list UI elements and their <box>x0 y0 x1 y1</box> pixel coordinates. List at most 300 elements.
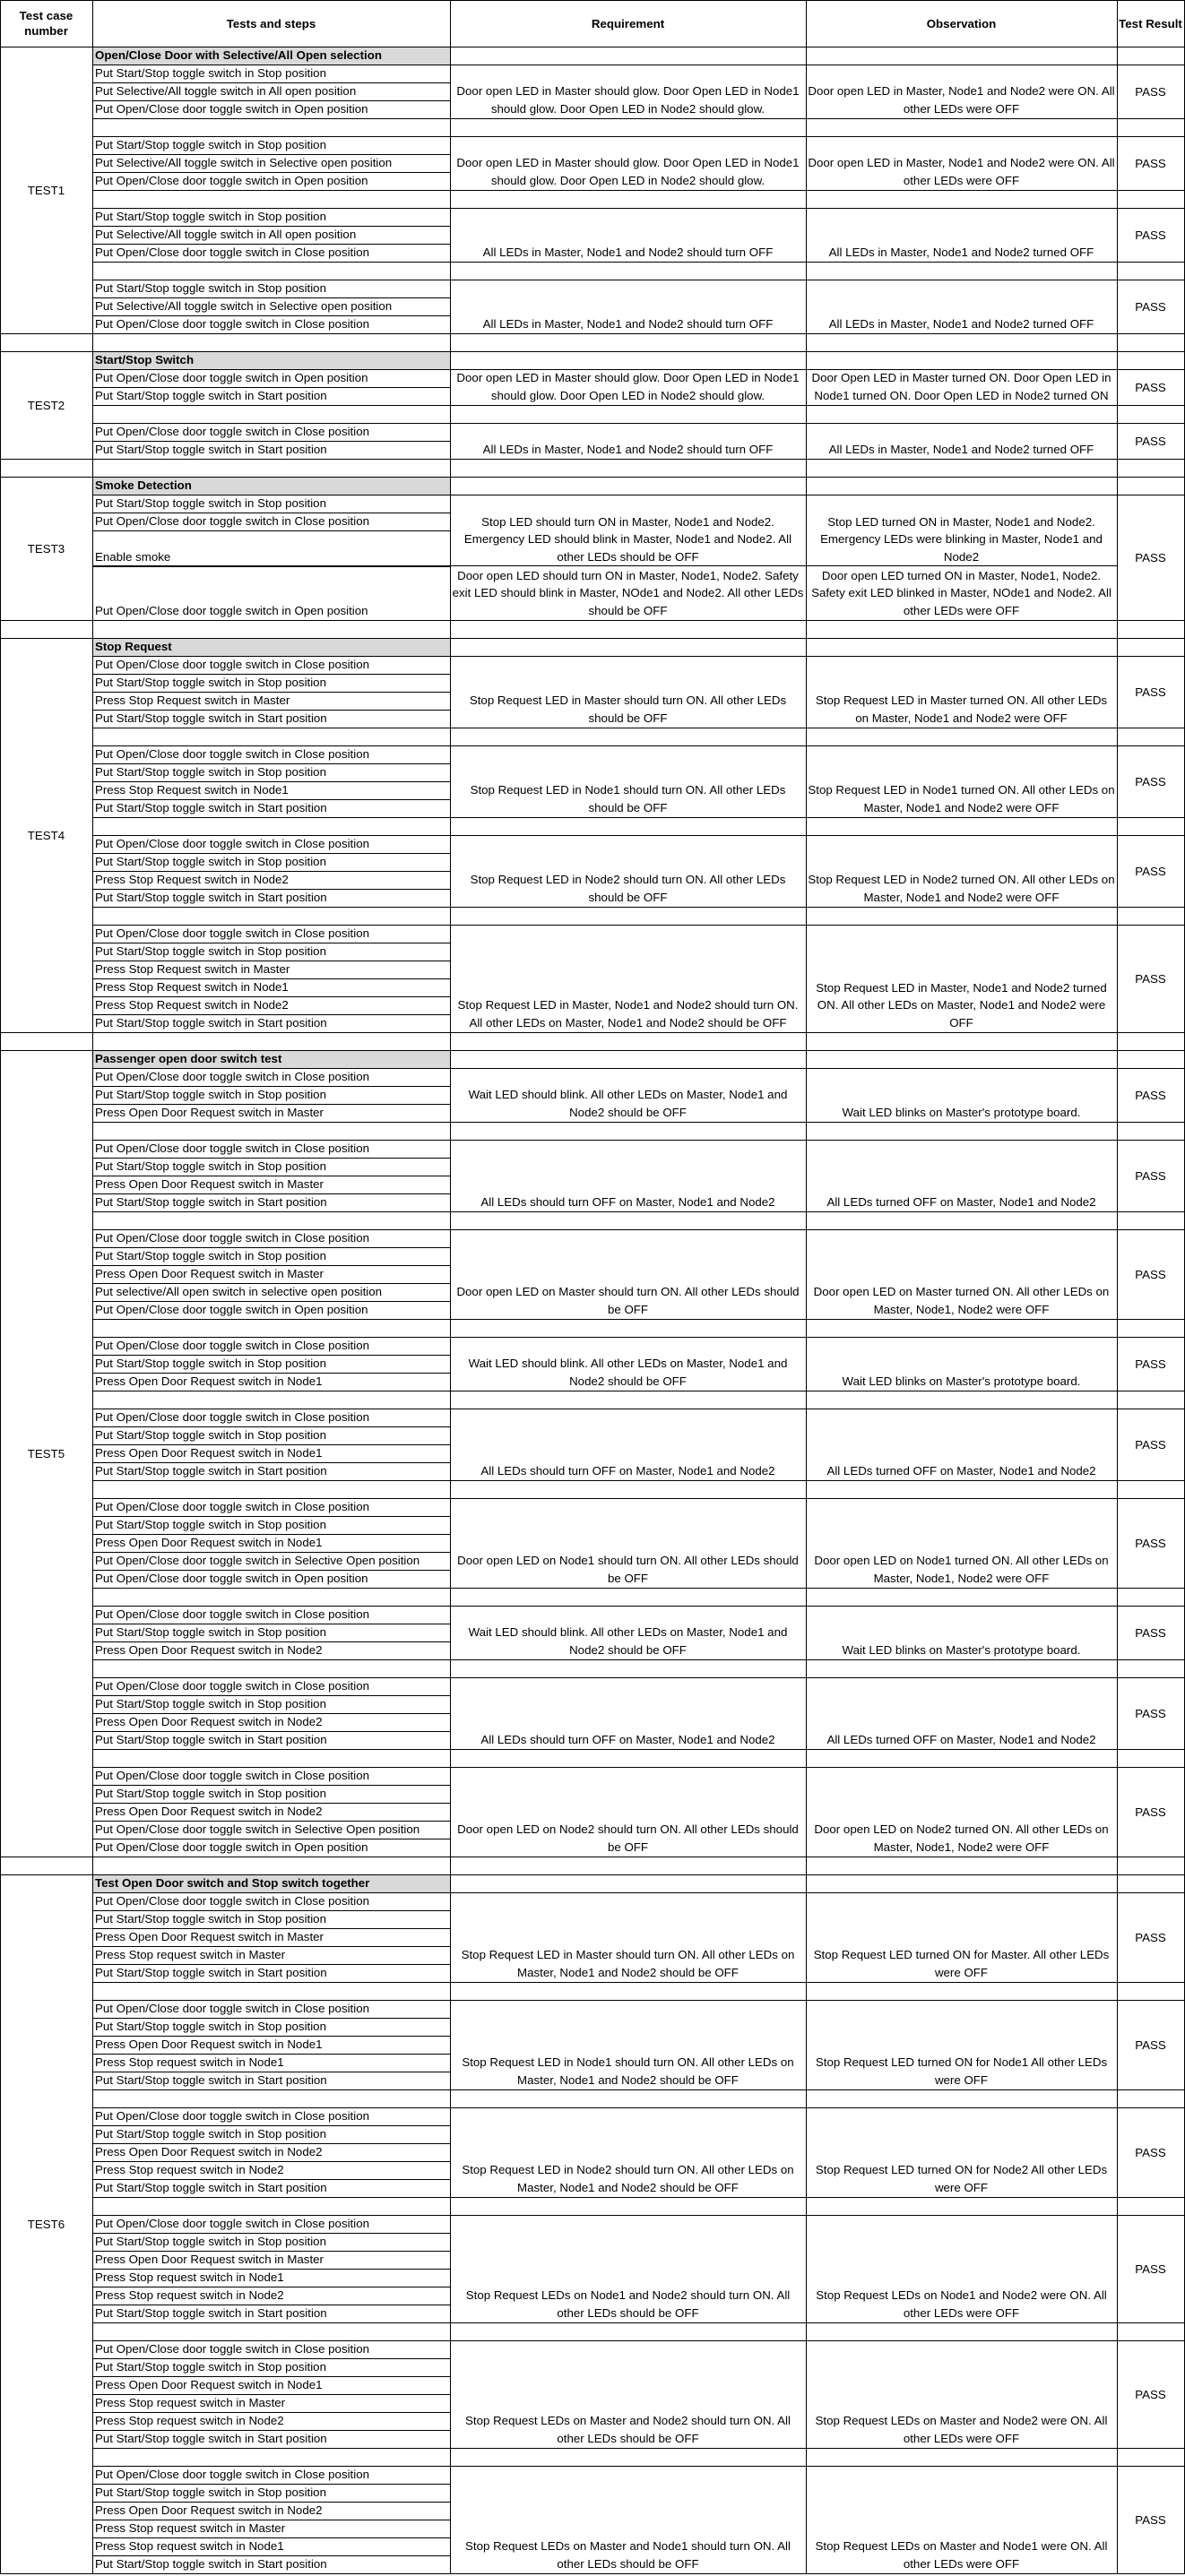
grid-line <box>92 1050 93 1857</box>
column-header-steps: Tests and steps <box>226 16 316 30</box>
grid-line <box>92 1516 450 1517</box>
step-text: Press Open Door Request switch in Node1 <box>95 2378 323 2391</box>
grid-line <box>450 333 451 351</box>
step-text: Put Open/Close door toggle switch in Close position <box>95 837 369 850</box>
grid-line <box>0 0 1 47</box>
observation-text: Door open LED in Master, Node1 and Node2 were ON. All other LEDs were OFF <box>808 156 1115 187</box>
requirement-text: All LEDs in Master, Node1 and Node2 should turn OFF <box>482 442 774 456</box>
grid-line <box>92 710 450 711</box>
step-text: Press Open Door Request switch in Node2 <box>95 1715 323 1728</box>
step-text: Put Start/Stop toggle switch in Stop position <box>95 210 326 223</box>
grid-line <box>92 2484 450 2485</box>
grid-line <box>92 100 450 101</box>
step-text: Put Open/Close door toggle switch in Selective Open position <box>95 1554 420 1567</box>
grid-line <box>92 136 1184 137</box>
grid-line <box>450 351 451 459</box>
grid-line <box>92 2269 450 2270</box>
grid-line <box>92 1480 1184 1481</box>
grid-line <box>92 2089 1184 2090</box>
requirement-text: Stop Request LED in Master should turn ON. All other LEDs should be OFF <box>469 694 787 725</box>
grid-line <box>92 1534 450 1535</box>
grid-line <box>1117 351 1118 459</box>
step-text: Put Open/Close door toggle switch in Close position <box>95 1607 369 1621</box>
grid-line <box>806 620 807 638</box>
grid-line <box>0 459 1 477</box>
grid-line <box>92 638 93 1032</box>
step-text: Put Open/Close door toggle switch in Close position <box>95 2217 369 2230</box>
grid-line <box>450 1874 451 2573</box>
step-text: Put Open/Close door toggle switch in Close position <box>95 1231 369 1245</box>
grid-line <box>92 2430 450 2431</box>
step-text: Put Start/Stop toggle switch in Start position <box>95 1195 327 1209</box>
grid-line <box>92 565 1117 566</box>
grid-line <box>450 1857 451 1874</box>
grid-line <box>92 674 450 675</box>
step-text: Put Open/Close door toggle switch in Close position <box>95 1410 369 1424</box>
grid-line <box>92 2251 450 2252</box>
step-text: Press Stop request switch in Node1 <box>95 2055 284 2069</box>
step-text: Put Open/Close door toggle switch in Close position <box>95 514 369 528</box>
result-badge: PASS <box>1135 1536 1166 1550</box>
grid-line <box>92 387 450 388</box>
step-text: Put Start/Stop toggle switch in Start position <box>95 2073 327 2087</box>
grid-line <box>92 781 450 782</box>
grid-line <box>92 297 450 298</box>
grid-line <box>0 351 1185 352</box>
step-text: Put Open/Close door toggle switch in Close position <box>95 1070 369 1083</box>
grid-line <box>1117 0 1118 47</box>
grid-line <box>0 477 1 620</box>
observation-text: Stop Request LED in Master, Node1 and Node2 turned ON. All other LEDs on Master, Node1 and Node2 were OFF <box>816 980 1107 1030</box>
grid-line <box>450 0 451 47</box>
result-badge: PASS <box>1135 1930 1166 1944</box>
grid-line <box>1117 620 1118 638</box>
grid-line <box>92 978 450 979</box>
grid-line <box>0 1050 1 1857</box>
step-text: Put Start/Stop toggle switch in Stop position <box>95 2020 326 2033</box>
grid-line <box>92 2394 450 2395</box>
requirement-text: Stop Request LEDs on Master and Node2 should turn ON. All other LEDs should be OFF <box>465 2414 791 2445</box>
step-text: Put Start/Stop toggle switch in Start position <box>95 2306 327 2320</box>
grid-line <box>92 1211 1184 1212</box>
grid-line <box>92 2143 450 2144</box>
section-title: Start/Stop Switch <box>92 351 450 369</box>
grid-line <box>92 423 1184 424</box>
step-text: Put Open/Close door toggle switch in Selective Open position <box>95 1822 420 1836</box>
grid-line <box>92 2000 1184 2001</box>
observation-text: All LEDs in Master, Node1 and Node2 turned OFF <box>828 442 1094 456</box>
requirement-text: Wait LED should blink. All other LEDs on Master, Node1 and Node2 should be OFF <box>468 1357 788 1388</box>
step-text: Put Start/Stop toggle switch in Stop position <box>95 1428 326 1442</box>
grid-line <box>92 1874 93 2573</box>
test-case-number: TEST5 <box>27 1446 65 1460</box>
step-text: Put Open/Close door toggle switch in Close position <box>95 2468 369 2481</box>
grid-line <box>92 1964 450 1965</box>
grid-line <box>0 1857 1 1874</box>
grid-line <box>450 477 451 620</box>
step-text: Put Start/Stop toggle switch in Stop position <box>95 1518 326 1531</box>
step-text: Press Open Door Request switch in Node1 <box>95 2038 323 2051</box>
grid-line <box>450 638 451 1032</box>
result-badge: PASS <box>1135 1357 1166 1371</box>
grid-line <box>92 1552 450 1553</box>
grid-line <box>92 1337 1184 1338</box>
observation-text: All LEDs in Master, Node1 and Node2 turned OFF <box>828 316 1094 331</box>
step-text: Press Open Door Request switch in Node2 <box>95 1805 323 1818</box>
observation-text: Wait LED blinks on Master's prototype board. <box>842 1374 1081 1388</box>
observation-text: All LEDs turned OFF on Master, Node1 and Node2 <box>826 1194 1096 1209</box>
requirement-text: Door open LED on Node1 should turn ON. All other LEDs should be OFF <box>457 1554 799 1585</box>
step-text: Press Stop request switch in Node1 <box>95 2270 284 2284</box>
step-text: Put Open/Close door toggle switch in Close position <box>95 425 369 438</box>
grid-line <box>92 799 450 800</box>
grid-line <box>92 1695 450 1696</box>
grid-line <box>1117 333 1118 351</box>
step-text: Put Open/Close door toggle switch in Open position <box>95 604 368 617</box>
step-text: Put Open/Close door toggle switch in Close position <box>95 1894 369 1908</box>
grid-line <box>1117 1857 1118 1874</box>
grid-line <box>92 835 1184 836</box>
requirement-text: Door open LED should turn ON in Master, Node1, Node2. Safety exit LED should blink in Master, NOde1 and Node2. All other LEDs should be OFF <box>452 568 804 617</box>
result-badge: PASS <box>1135 2262 1166 2276</box>
result-badge: PASS <box>1135 228 1166 242</box>
requirement-text: Stop LED should turn ON in Master, Node1 and Node2. Emergency LED should blink in Master, Node1 and Node2. All other LEDs should be OFF <box>463 514 792 564</box>
step-text: Put Open/Close door toggle switch in Open position <box>95 1572 368 1585</box>
step-text: Put Start/Stop toggle switch in Stop position <box>95 1912 326 1926</box>
grid-line <box>806 1050 807 1857</box>
step-text: Put Start/Stop toggle switch in Stop position <box>95 855 326 868</box>
requirement-text: All LEDs in Master, Node1 and Node2 should turn OFF <box>482 316 774 331</box>
result-badge: PASS <box>1135 1088 1166 1102</box>
step-text: Put Start/Stop toggle switch in Stop position <box>95 765 326 779</box>
grid-line <box>92 1193 450 1194</box>
step-text: Put Start/Stop toggle switch in Start position <box>95 2432 327 2445</box>
step-text: Put Start/Stop toggle switch in Stop position <box>95 1787 326 1800</box>
grid-line <box>92 2036 450 2037</box>
grid-line <box>92 2466 1184 2467</box>
step-text: Put Start/Stop toggle switch in Start position <box>95 443 327 456</box>
grid-line <box>0 1874 1185 1875</box>
grid-line <box>92 1247 450 1248</box>
grid-line <box>1117 1874 1118 2573</box>
result-badge: PASS <box>1135 685 1166 699</box>
grid-line <box>92 1946 450 1947</box>
section-title: Open/Close Door with Selective/All Open selection <box>92 47 450 65</box>
grid-line <box>92 817 1184 818</box>
step-text: Put Open/Close door toggle switch in Open position <box>95 174 368 187</box>
grid-line <box>0 0 1185 1</box>
grid-line <box>450 47 451 333</box>
observation-text: Door open LED on Node1 turned ON. All other LEDs on Master, Node1, Node2 were OFF <box>814 1554 1109 1585</box>
grid-line <box>92 1910 450 1911</box>
grid-line <box>92 2448 1184 2449</box>
result-badge: PASS <box>1135 156 1166 170</box>
grid-line <box>92 1283 450 1284</box>
grid-line <box>92 1857 93 1874</box>
observation-text: All LEDs turned OFF on Master, Node1 and Node2 <box>826 1463 1096 1478</box>
step-text: Put Open/Close door toggle switch in Close position <box>95 658 369 671</box>
step-text: Press Open Door Request switch in Node2 <box>95 1643 323 1657</box>
grid-line <box>1117 47 1118 333</box>
grid-line <box>92 226 450 227</box>
section-title: Smoke Detection <box>92 477 450 495</box>
step-text: Press Stop request switch in Master <box>95 1948 286 1961</box>
grid-line <box>92 1570 450 1571</box>
step-text: Put Start/Stop toggle switch in Start position <box>95 1966 327 1979</box>
grid-line <box>92 1659 1184 1660</box>
requirement-text: Wait LED should blink. All other LEDs on Master, Node1 and Node2 should be OFF <box>468 1088 788 1119</box>
result-badge: PASS <box>1135 550 1166 564</box>
step-text: Put Start/Stop toggle switch in Start position <box>95 389 327 402</box>
grid-line <box>92 871 450 872</box>
grid-line <box>450 620 451 638</box>
grid-line <box>92 907 1184 908</box>
step-text: Put Start/Stop toggle switch in Start position <box>95 1733 327 1746</box>
step-text: Press Open Door Request switch in Node1 <box>95 1374 323 1388</box>
step-text: Press Open Door Request switch in Node1 <box>95 1446 323 1460</box>
section-title: Test Open Door switch and Stop switch together <box>92 1874 450 1892</box>
grid-line <box>92 1821 450 1822</box>
grid-line <box>92 1355 450 1356</box>
step-text: Press Stop Request switch in Node2 <box>95 998 289 1012</box>
result-badge: PASS <box>1135 1805 1166 1819</box>
requirement-text: All LEDs should turn OFF on Master, Node1 and Node2 <box>480 1463 775 1478</box>
grid-line <box>92 1426 450 1427</box>
column-header-observation: Observation <box>926 16 997 30</box>
grid-line <box>806 1857 807 1874</box>
step-text: Press Stop Request switch in Node1 <box>95 783 289 797</box>
step-text: Put Start/Stop toggle switch in Stop position <box>95 1249 326 1262</box>
grid-line <box>92 118 1184 119</box>
grid-line <box>92 244 450 245</box>
observation-text: All LEDs turned OFF on Master, Node1 and Node2 <box>826 1732 1096 1746</box>
grid-line <box>92 1498 1184 1499</box>
grid-line <box>92 2376 450 2377</box>
grid-line <box>92 1731 450 1732</box>
grid-line <box>92 620 93 638</box>
test-case-number: TEST6 <box>27 2217 65 2231</box>
step-text: Put Selective/All toggle switch in All open position <box>95 228 357 241</box>
result-badge: PASS <box>1135 2145 1166 2159</box>
grid-line <box>92 1104 450 1105</box>
test-case-number: TEST2 <box>27 398 65 412</box>
grid-line <box>806 1874 807 2573</box>
step-text: Press Open Door Request switch in Node2 <box>95 2145 323 2158</box>
step-text: Put Start/Stop toggle switch in Stop position <box>95 1625 326 1639</box>
step-text: Put Open/Close door toggle switch in Close position <box>95 246 369 259</box>
grid-line <box>0 47 1 333</box>
grid-line <box>92 154 450 155</box>
step-text: Put Start/Stop toggle switch in Stop position <box>95 2360 326 2374</box>
step-text: Press Stop request switch in Node2 <box>95 2414 284 2427</box>
grid-line <box>92 925 1184 926</box>
requirement-text: Stop Request LED in Master, Node1 and Node2 should turn ON. All other LEDs on Master, Node1 and Node2 should be OFF <box>457 998 799 1030</box>
observation-text: Stop Request LEDs on Master and Node2 were ON. All other LEDs were OFF <box>815 2414 1108 2445</box>
grid-line <box>92 1301 450 1302</box>
result-badge: PASS <box>1135 971 1166 986</box>
grid-line <box>92 190 1184 191</box>
grid-line <box>92 1641 450 1642</box>
grid-line <box>92 692 450 693</box>
requirement-text: Door open LED on Master should turn ON. All other LEDs should be OFF <box>456 1285 800 1316</box>
observation-text: Wait LED blinks on Master's prototype board. <box>842 1642 1081 1657</box>
step-text: Put Start/Stop toggle switch in Start position <box>95 2557 327 2571</box>
grid-line <box>0 1050 1185 1051</box>
grid-line <box>1117 1032 1118 1050</box>
grid-line <box>0 620 1 638</box>
step-text: Press Open Door Request switch in Master <box>95 1177 324 1191</box>
result-badge: PASS <box>1135 434 1166 448</box>
result-badge: PASS <box>1135 2387 1166 2401</box>
grid-line <box>92 459 93 477</box>
observation-text: Stop Request LED turned ON for Node1 All other LEDs were OFF <box>815 2055 1108 2087</box>
grid-line <box>0 620 1185 621</box>
step-text: Put Start/Stop toggle switch in Stop position <box>95 496 326 510</box>
step-text: Put Selective/All toggle switch in All open position <box>95 84 357 98</box>
step-text: Put Start/Stop toggle switch in Stop position <box>95 138 326 151</box>
grid-line <box>92 1588 1184 1589</box>
step-text: Put Start/Stop toggle switch in Start position <box>95 1464 327 1478</box>
grid-line <box>92 2412 450 2413</box>
grid-line <box>92 1122 1184 1123</box>
grid-line <box>0 2573 1185 2574</box>
grid-line <box>0 638 1185 639</box>
step-text: Press Stop request switch in Node1 <box>95 2539 284 2553</box>
requirement-text: Stop Request LEDs on Node1 and Node2 should turn ON. All other LEDs should be OFF <box>465 2288 791 2320</box>
requirement-text: Wait LED should blink. All other LEDs on Master, Node1 and Node2 should be OFF <box>468 1625 788 1657</box>
requirement-text: Stop Request LED in Node1 should turn ON. All other LEDs should be OFF <box>470 783 786 814</box>
grid-line <box>92 1767 1184 1768</box>
step-text: Press Stop request switch in Node2 <box>95 2288 284 2302</box>
grid-line <box>92 1158 450 1159</box>
grid-line <box>92 1677 1184 1678</box>
grid-line <box>92 1803 450 1804</box>
step-text: Press Stop Request switch in Node2 <box>95 873 289 886</box>
grid-line <box>92 1713 450 1714</box>
grid-line <box>806 1032 807 1050</box>
step-text: Press Stop request switch in Node2 <box>95 2163 284 2176</box>
observation-text: Door Open LED in Master turned ON. Door Open LED in Node1 turned ON. Door Open LED in Node2 turned ON <box>811 371 1111 402</box>
requirement-text: Door open LED in Master should glow. Door Open LED in Node1 should glow. Door Open LED in Node2 should glow. <box>456 371 800 402</box>
step-text: Put Open/Close door toggle switch in Close position <box>95 2002 369 2015</box>
test-case-number: TEST4 <box>27 828 65 842</box>
requirement-text: All LEDs in Master, Node1 and Node2 should turn OFF <box>482 245 774 259</box>
step-text: Press Open Door Request switch in Master <box>95 1267 324 1280</box>
grid-line <box>92 2358 450 2359</box>
grid-line <box>1117 477 1118 620</box>
grid-line <box>92 1140 1184 1141</box>
grid-line <box>806 638 807 1032</box>
grid-line <box>806 333 807 351</box>
step-text: Put Open/Close door toggle switch in Open position <box>95 1303 368 1316</box>
grid-line <box>806 47 807 333</box>
grid-line <box>92 1928 450 1929</box>
step-text: Press Stop request switch in Master <box>95 2521 286 2535</box>
grid-line <box>92 2054 450 2055</box>
grid-line <box>806 459 807 477</box>
step-text: Put Start/Stop toggle switch in Stop position <box>95 2235 326 2248</box>
observation-text: Door open LED turned ON in Master, Node1, Node2. Safety exit LED blinked in Master, NOde1 and Node2. All other LEDs were OFF <box>811 568 1111 617</box>
grid-line <box>92 208 1184 209</box>
step-text: Press Open Door Request switch in Master <box>95 1106 324 1119</box>
grid-line <box>92 2179 450 2180</box>
step-text: Put Start/Stop toggle switch in Stop position <box>95 1088 326 1101</box>
grid-line <box>1117 459 1118 477</box>
grid-line <box>0 1032 1 1050</box>
observation-text: Stop Request LED turned ON for Node2 All other LEDs were OFF <box>815 2163 1108 2194</box>
column-header-test-case: Test case number <box>19 9 74 38</box>
requirement-text: Door open LED on Node2 should turn ON. All other LEDs should be OFF <box>457 1822 799 1854</box>
grid-line <box>92 1265 450 1266</box>
step-text: Put Start/Stop toggle switch in Stop position <box>95 1697 326 1710</box>
observation-text: Door open LED on Node2 turned ON. All other LEDs on Master, Node1, Node2 were OFF <box>814 1822 1109 1854</box>
grid-line <box>92 1032 93 1050</box>
grid-line <box>92 1014 450 1015</box>
requirement-text: Stop Request LED in Node1 should turn ON. All other LEDs on Master, Node1 and Node2 should be OFF <box>462 2055 794 2087</box>
step-text: Put Open/Close door toggle switch in Close position <box>95 1142 369 1155</box>
result-badge: PASS <box>1135 2512 1166 2527</box>
grid-line <box>806 477 807 620</box>
grid-line <box>92 47 93 333</box>
grid-line <box>92 315 450 316</box>
grid-line <box>92 2018 450 2019</box>
step-text: Put Start/Stop toggle switch in Stop position <box>95 944 326 958</box>
grid-line <box>92 2340 1184 2341</box>
grid-line <box>92 2502 450 2503</box>
requirement-text: Stop Request LED in Master should turn ON. All other LEDs on Master, Node1 and Node2 should be OFF <box>461 1948 795 1979</box>
observation-text: Door open LED on Master turned ON. All other LEDs on Master, Node1, Node2 were OFF <box>813 1285 1110 1316</box>
column-header-result: Test Result <box>1119 16 1182 30</box>
grid-line <box>0 477 1185 478</box>
grid-line <box>92 763 450 764</box>
grid-line <box>92 1373 450 1374</box>
grid-line <box>0 333 1 351</box>
grid-line <box>92 1785 450 1786</box>
step-text: Put Start/Stop toggle switch in Stop position <box>95 2486 326 2499</box>
grid-line <box>92 566 450 567</box>
grid-line <box>92 889 450 890</box>
result-badge: PASS <box>1135 1437 1166 1452</box>
requirement-text: Door open LED in Master should glow. Door Open LED in Node1 should glow. Door Open LED in Node2 should glow. <box>456 84 800 116</box>
grid-line <box>450 1032 451 1050</box>
result-badge: PASS <box>1135 864 1166 878</box>
grid-line <box>92 82 450 83</box>
grid-line <box>1117 1050 1118 1857</box>
grid-line <box>92 2125 450 2126</box>
section-title: Stop Request <box>92 638 450 656</box>
grid-line <box>92 530 450 531</box>
result-badge: PASS <box>1135 1706 1166 1720</box>
grid-line <box>92 1068 1184 1069</box>
grid-line <box>92 853 450 854</box>
result-badge: PASS <box>1135 1625 1166 1640</box>
grid-line <box>92 1444 450 1445</box>
step-text: Press Stop Request switch in Master <box>95 962 290 976</box>
observation-text: Stop Request LED in Node2 turned ON. All other LEDs on Master, Node1 and Node2 were OFF <box>808 873 1115 904</box>
grid-line <box>0 1874 1 2573</box>
grid-line <box>0 459 1185 460</box>
grid-line <box>92 2215 1184 2216</box>
step-text: Put Start/Stop toggle switch in Stop position <box>95 676 326 689</box>
requirement-text: Stop Request LEDs on Master and Node1 should turn ON. All other LEDs should be OFF <box>465 2539 791 2571</box>
grid-line <box>92 2322 1184 2323</box>
grid-line <box>92 1982 1184 1983</box>
observation-text: Door open LED in Master, Node1 and Node2 were ON. All other LEDs were OFF <box>808 84 1115 116</box>
requirement-text: Door open LED in Master should glow. Door Open LED in Node1 should glow. Door Open LED in Node2 should glow. <box>456 156 800 187</box>
grid-line <box>0 1032 1185 1033</box>
grid-line <box>92 405 1184 406</box>
observation-text: Stop LED turned ON in Master, Node1 and Node2. Emergency LEDs were blinking in Master, Node1 and Node2 <box>820 514 1103 564</box>
